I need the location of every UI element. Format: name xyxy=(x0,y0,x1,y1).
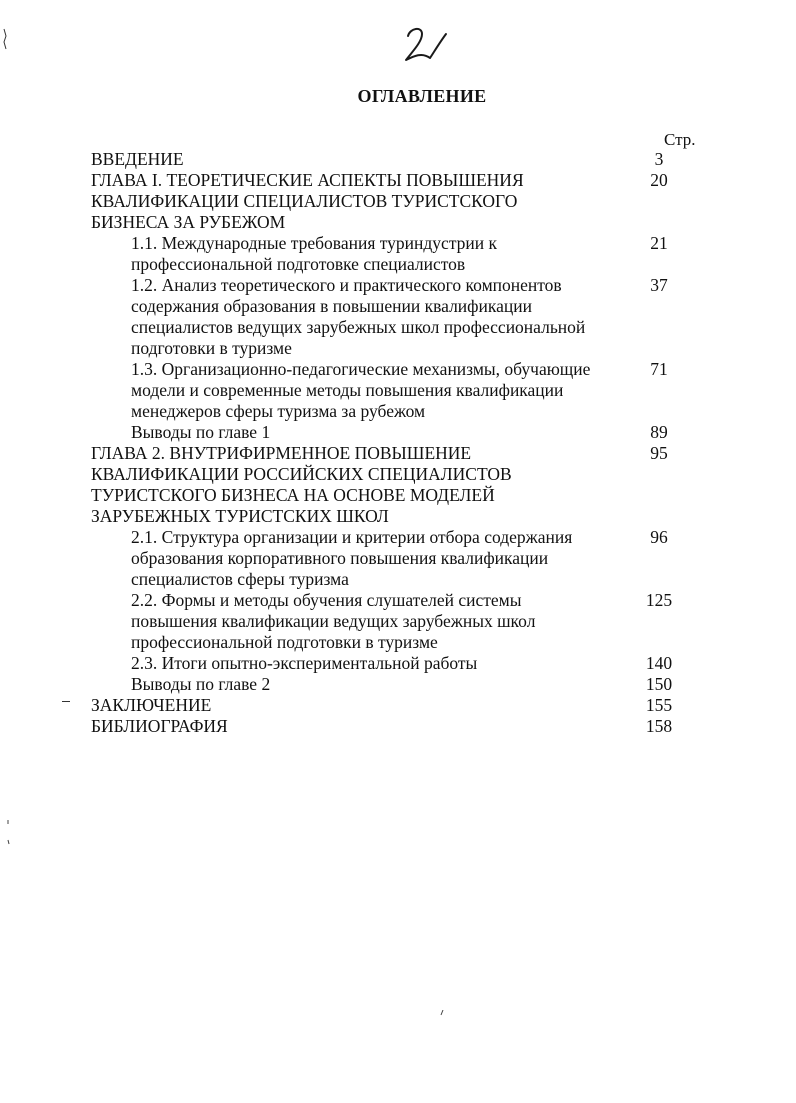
table-of-contents xyxy=(91,149,701,737)
toc-entry-page: 158 xyxy=(645,716,673,736)
page-title: ОГЛАВЛЕНИЕ xyxy=(357,86,487,106)
toc-chapter-entry xyxy=(91,695,701,716)
toc-section-entry xyxy=(91,359,701,422)
toc-entry-page: 21 xyxy=(650,233,668,253)
toc-entry-page: 3 xyxy=(654,149,664,169)
toc-entry-title: 1.1. Международные требования туриндустрии к профессиональной подготовке специалистов xyxy=(131,233,498,274)
toc-entry-page: 20 xyxy=(650,170,668,190)
toc-entry-title: Выводы по главе 1 xyxy=(131,422,271,442)
toc-entry-title: БИБЛИОГРАФИЯ xyxy=(91,716,228,736)
toc-chapter-entry xyxy=(91,443,701,527)
toc-chapter-entry xyxy=(91,716,701,737)
toc-entry-page: 140 xyxy=(645,653,673,673)
scan-mark xyxy=(62,700,70,703)
scan-mark xyxy=(6,820,10,846)
toc-entry-title: 2.1. Структура организации и критерии отбора содержания образования корпоративного повышения квалификации специалистов сферы туризма xyxy=(131,527,573,589)
toc-section-entry xyxy=(91,674,701,695)
toc-entry-page: 71 xyxy=(650,359,668,379)
toc-chapter-entry xyxy=(91,170,701,233)
toc-entry-title: ГЛАВА I. ТЕОРЕТИЧЕСКИЕ АСПЕКТЫ ПОВЫШЕНИЯ КВАЛИФИКАЦИИ СПЕЦИАЛИСТОВ ТУРИСТСКОГО БИЗНЕСА ЗА РУБЕЖОМ xyxy=(91,170,524,232)
toc-section-entry xyxy=(91,422,701,443)
scan-mark xyxy=(440,1010,444,1016)
toc-entry-title: ВВЕДЕНИЕ xyxy=(91,149,184,169)
toc-entry-page: 37 xyxy=(650,275,668,295)
toc-section-entry xyxy=(91,527,701,590)
toc-entry-page: 125 xyxy=(645,590,673,610)
scan-mark xyxy=(2,28,8,50)
toc-section-entry xyxy=(91,275,701,359)
handwritten-page-number xyxy=(400,22,450,68)
toc-section-entry xyxy=(91,653,701,674)
toc-entry-page: 95 xyxy=(650,443,668,463)
toc-section-entry xyxy=(91,590,701,653)
toc-chapter-entry xyxy=(91,149,701,170)
toc-section-entry xyxy=(91,233,701,275)
toc-entry-title: 2.3. Итоги опытно-экспериментальной работы xyxy=(131,653,478,673)
page-column-header: Стр. xyxy=(664,130,696,149)
toc-entry-title: 2.2. Формы и методы обучения слушателей системы повышения квалификации ведущих зарубежных школ профессиональной подготовки в туризме xyxy=(131,590,536,652)
toc-entry-title: 1.3. Организационно-педагогические механизмы, обучающие модели и современные методы повышения квалификации менеджеров сферы туризма за рубежом xyxy=(131,359,591,421)
toc-entry-title: ГЛАВА 2. ВНУТРИФИРМЕННОЕ ПОВЫШЕНИЕ КВАЛИФИКАЦИИ РОССИЙСКИХ СПЕЦИАЛИСТОВ ТУРИСТСКОГО БИЗНЕСА НА ОСНОВЕ МОДЕЛЕЙ ЗАРУБЕЖНЫХ ТУРИСТСКИХ ШКОЛ xyxy=(91,443,512,526)
toc-entry-page: 89 xyxy=(650,422,668,442)
toc-entry-title: 1.2. Анализ теоретического и практического компонентов содержания образования в повышении квалификации специалистов ведущих зарубежных школ профессиональной подготовки в туризме xyxy=(131,275,586,358)
toc-entry-title: Выводы по главе 2 xyxy=(131,674,271,694)
toc-entry-title: ЗАКЛЮЧЕНИЕ xyxy=(91,695,212,715)
toc-entry-page: 96 xyxy=(650,527,668,547)
toc-entry-page: 150 xyxy=(645,674,673,694)
toc-entry-page: 155 xyxy=(645,695,673,715)
